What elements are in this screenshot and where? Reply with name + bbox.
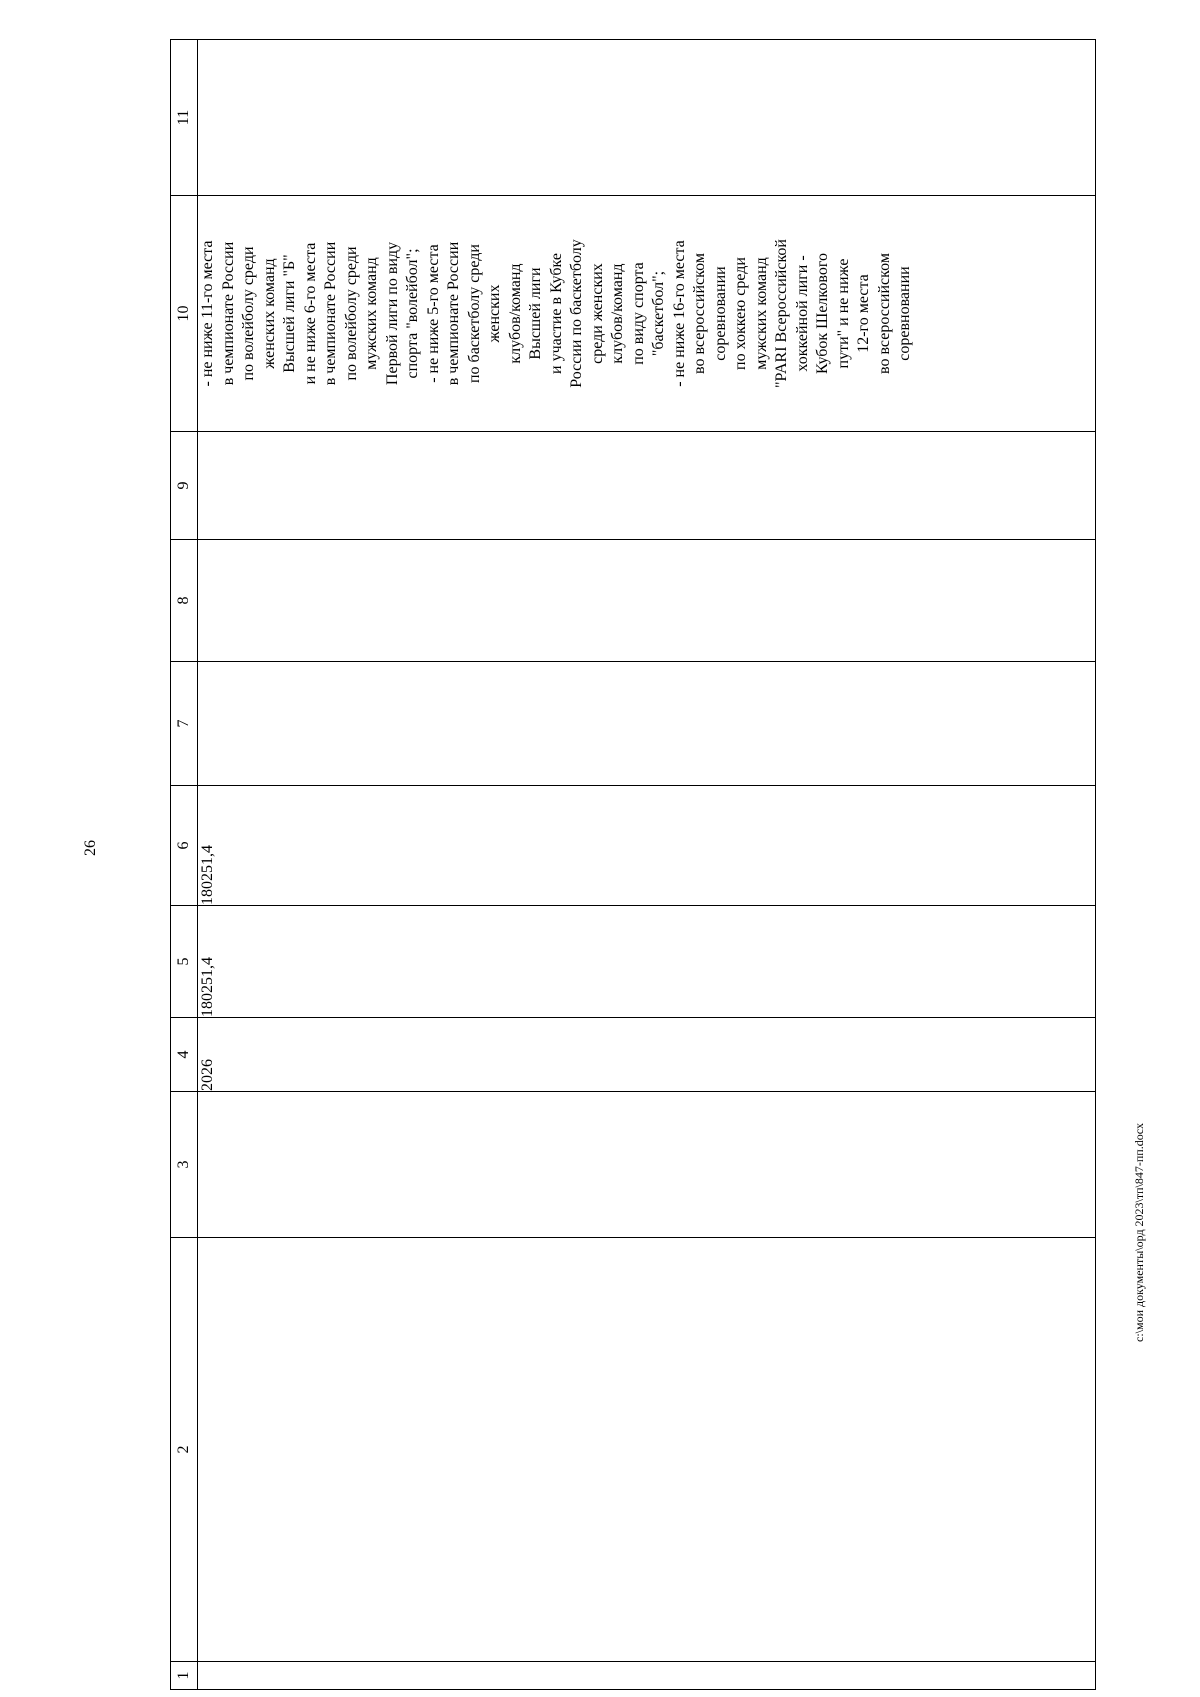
description-line: - не ниже 16-го места <box>670 240 688 387</box>
cell-amount-col-6: 180251,4 <box>198 786 1096 906</box>
column-header-10: 10 <box>171 196 198 432</box>
column-header-5: 5 <box>171 906 198 1018</box>
description-line: спорта "волейбол"; <box>404 248 421 379</box>
description-line: - не ниже 11-го места <box>199 240 216 387</box>
cell-result-description <box>198 196 1096 432</box>
description-line: и участие в Кубке <box>547 253 565 374</box>
cell-col-9 <box>198 432 1096 540</box>
column-header-6: 6 <box>171 786 198 906</box>
page-number: 26 <box>82 840 99 856</box>
rotated-table <box>170 40 1096 1690</box>
description-line: по волейболу среди <box>240 246 257 381</box>
description-line: в чемпионате России <box>445 241 462 386</box>
cell-col-8 <box>198 540 1096 662</box>
description-line: клубов/команд <box>609 263 626 364</box>
column-header-8: 8 <box>171 540 198 662</box>
cell-col-1 <box>198 1662 1096 1690</box>
column-header-11: 11 <box>171 40 198 196</box>
data-table <box>170 39 1096 1690</box>
description-line: Первой лиги по виду <box>383 241 401 386</box>
description-line: Высшей лиги "Б" <box>281 254 298 373</box>
description-line: "баскетбол"; <box>650 270 667 357</box>
description-line: Кубок Шелкового <box>814 253 831 374</box>
description-line: соревновании <box>896 266 913 361</box>
description-line: Высшей лиги <box>527 267 544 360</box>
description-line: в чемпионате России <box>219 241 237 386</box>
table-row <box>198 40 1096 1690</box>
description-line: во всероссийском <box>875 253 893 374</box>
description-line: 12-го места <box>855 274 872 353</box>
cell-year: 2026 <box>198 1018 1096 1092</box>
column-header-3: 3 <box>171 1092 198 1238</box>
cell-col-2 <box>198 1238 1096 1662</box>
description-line: хоккейной лиги - <box>793 255 811 372</box>
column-header-2: 2 <box>171 1238 198 1662</box>
description-line: мужских команд <box>752 257 770 370</box>
description-line: и не ниже 6-го места <box>301 242 319 385</box>
description-line: женских <box>486 284 503 343</box>
description-line: мужских команд <box>363 257 380 370</box>
cell-col-11 <box>198 40 1096 196</box>
description-line: среди женских <box>588 263 606 364</box>
description-line: клубов/команд <box>506 263 524 364</box>
description-line: в чемпионате России <box>322 241 339 386</box>
description-line: по виду спорта <box>629 262 647 365</box>
column-header-9: 9 <box>171 432 198 540</box>
description-line: женских команд <box>260 258 278 369</box>
description-line: соревновании <box>711 266 729 361</box>
cell-col-3 <box>198 1092 1096 1238</box>
description-line: России по баскетболу <box>568 239 585 388</box>
description-line: по баскетболу среди <box>465 244 483 383</box>
cell-amount-col-5: 180251,4 <box>198 906 1096 1018</box>
description-line: "PARI Всероссийской <box>773 239 790 388</box>
cell-col-7 <box>198 662 1096 786</box>
description-line: во всероссийском <box>691 253 708 374</box>
column-header-1: 1 <box>171 1662 198 1690</box>
description-line: по волейболу среди <box>342 246 360 381</box>
footer-file-path: c:\мои документы\орд 2023\тп\847-пп.docx <box>1132 1122 1146 1342</box>
description-line: по хоккею среди <box>732 257 749 370</box>
column-header-7: 7 <box>171 662 198 786</box>
description-line: - не ниже 5-го места <box>424 244 442 383</box>
column-header-4: 4 <box>171 1018 198 1092</box>
description-line: пути" и не ниже <box>834 258 852 369</box>
header-row <box>171 40 198 1690</box>
